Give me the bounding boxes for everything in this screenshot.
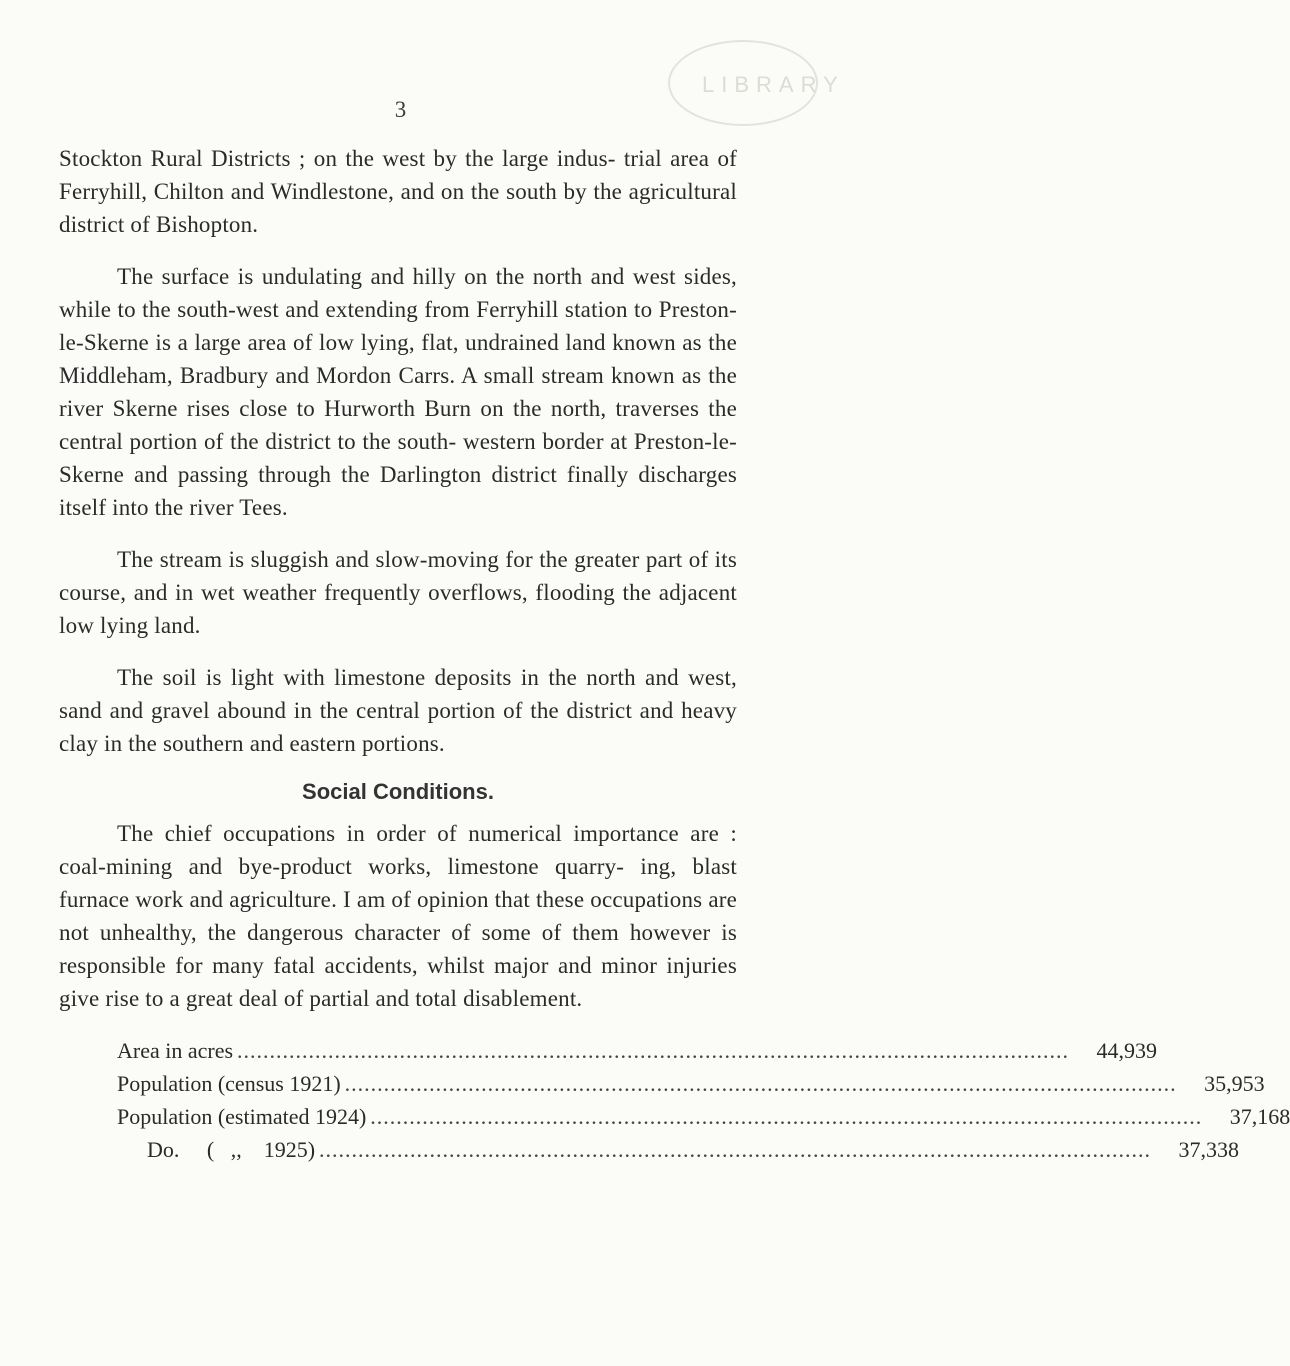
stat-value: 35,953: [1204, 1071, 1265, 1096]
leader-dots: [319, 1133, 1151, 1166]
statistics-list: [59, 1034, 1290, 1166]
stat-row-population-1925: [117, 1133, 1240, 1166]
paragraph-occupations: The chief occupations in order of numerical importance are : coal-mining and bye-product works, limestone quarry- ing, blast furnace work and agriculture. I am of opinion that these occupations are not unhealthy, the dangerous character of some of them however is responsible for many fatal accidents, whilst major and minor injuries give rise to a great deal of partial and total disablement.: [59, 821, 737, 1011]
stat-label: Population (estimated 1924): [117, 1104, 367, 1129]
leader-dots: [237, 1034, 1069, 1067]
paragraph-boundaries: Stockton Rural Districts ; on the west by the large indus- trial area of Ferryhill, Chilton and Windlestone, and on the south by the agricultural district of Bishopton.: [59, 146, 737, 237]
leader-dots: [345, 1067, 1177, 1100]
stat-value: 37,338: [1178, 1137, 1240, 1162]
paragraph-surface: The surface is undulating and hilly on the north and west sides, while to the south-west and extending from Ferryhill station to Preston-le-Skerne is a large area of low lying, flat, undrained land known as the Middleham, Bradbury and Mordon Carrs. A small stream known as the river Skerne rises close to Hurworth Burn on the north, traverses the central portion of the district to the south- western border at Preston-le-Skerne and passing through the Darlington district finally discharges itself into the river Tees.: [59, 264, 737, 520]
paragraph-soil: The soil is light with limestone deposits in the north and west, sand and gravel abound in the central portion of the district and heavy clay in the southern and eastern portions.: [59, 665, 737, 756]
paragraph-stream: The stream is sluggish and slow-moving for the greater part of its course, and in wet weather frequently overflows, flooding the adjacent low lying land.: [59, 547, 737, 638]
section-heading-social-conditions: Social Conditions.: [302, 779, 494, 804]
stat-row-population-1921: [117, 1067, 1265, 1100]
stat-value: 37,168: [1229, 1104, 1290, 1129]
stat-row-area: [117, 1034, 1158, 1067]
stat-label: Area in acres: [117, 1038, 234, 1063]
stat-value: 44,939: [1096, 1038, 1158, 1063]
document-body: [59, 142, 1290, 1166]
page-number: 3: [394, 97, 407, 122]
library-stamp-text: LIBRARY: [702, 72, 845, 97]
stat-label: Population (census 1921): [117, 1071, 341, 1096]
leader-dots: [370, 1100, 1202, 1133]
stat-row-population-1924: [117, 1100, 1290, 1133]
stat-label: Do. ( ,, 1925): [147, 1137, 316, 1162]
